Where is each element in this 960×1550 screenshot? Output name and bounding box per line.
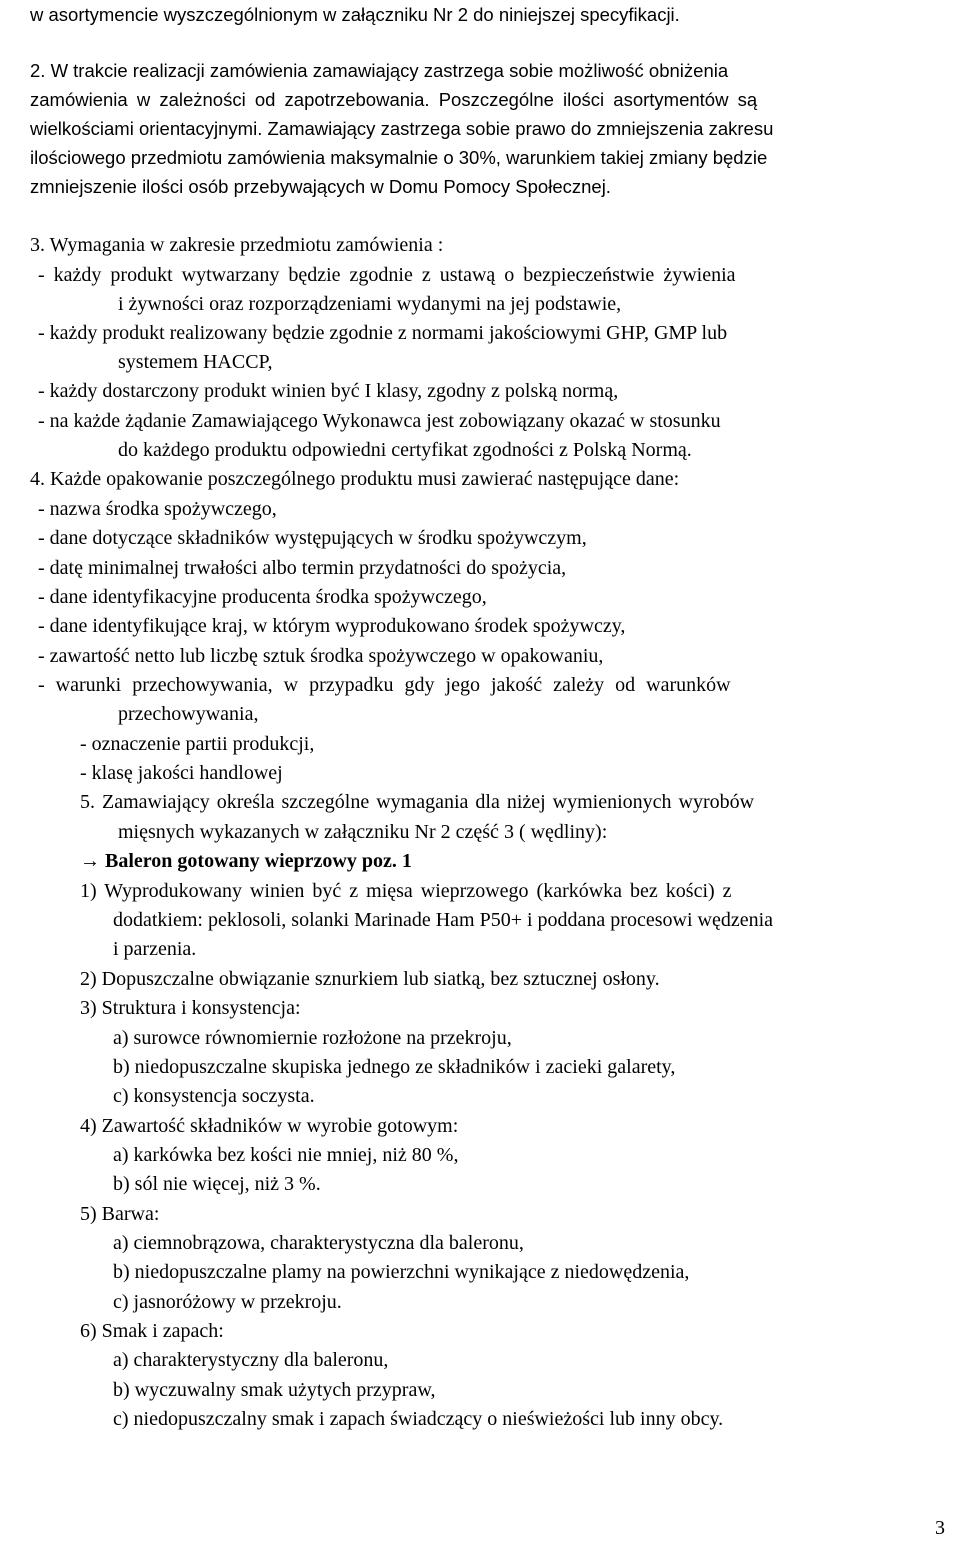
label-item-9: - klasę jakości handlowej bbox=[80, 762, 283, 784]
label-item-7b: przechowywania, bbox=[118, 703, 259, 725]
requirement-item-2a: - każdy produkt realizowany będzie zgodnie z normami jakościowymi GHP, GMP lub bbox=[38, 322, 728, 344]
spec-4: 4) Zawartość składników w wyrobie gotowym: bbox=[80, 1115, 459, 1137]
spec-1b: dodatkiem: peklosoli, solanki Marinade Ham P50+ i poddana procesowi wędzenia bbox=[113, 909, 774, 931]
section-3-heading: 3. Wymagania w zakresie przedmiotu zamówienia : bbox=[30, 234, 444, 256]
requirement-item-2b: systemem HACCP, bbox=[118, 351, 273, 373]
spec-1c: i parzenia. bbox=[113, 938, 197, 960]
section-2-line-4: ilościowego przedmiotu zamówienia maksymalnie o 30%, warunkiem takiej zmiany będzie bbox=[30, 147, 768, 168]
requirement-item-4a: - na każde żądanie Zamawiającego Wykonawca jest zobowiązany okazać w stosunku bbox=[38, 410, 721, 432]
spec-6c: c) niedopuszczalny smak i zapach świadczący o nieświeżości lub inny obcy. bbox=[113, 1408, 724, 1430]
section-5-line-2: mięsnych wykazanych w załączniku Nr 2 część 3 ( wędliny): bbox=[118, 821, 608, 843]
requirement-item-1b: i żywności oraz rozporządzeniami wydanymi na jej podstawie, bbox=[118, 293, 622, 315]
label-item-6: - zawartość netto lub liczbę sztuk środka spożywczego w opakowaniu, bbox=[38, 645, 604, 667]
continuation-line: w asortymencie wyszczególnionym w załączniku Nr 2 do niniejszej specyfikacji. bbox=[30, 4, 680, 25]
label-item-5: - dane identyfikujące kraj, w którym wyprodukowano środek spożywczy, bbox=[38, 615, 626, 637]
label-item-4: - dane identyfikacyjne producenta środka spożywczego, bbox=[38, 586, 487, 608]
spec-5b: b) niedopuszczalne plamy na powierzchni wynikające z niedowędzenia, bbox=[113, 1261, 690, 1283]
page-number: 3 bbox=[935, 1517, 945, 1539]
section-2-line-1 bbox=[30, 62, 960, 81]
section-2-text-1: 2. W trakcie realizacji zamówienia zamawiający zastrzega sobie możliwość obniżenia bbox=[30, 60, 729, 81]
spec-4b: b) sól nie więcej, niż 3 %. bbox=[113, 1173, 321, 1195]
section-5-line-1: 5. Zamawiający określa szczególne wymagania dla niżej wymienionych wyrobów bbox=[80, 791, 755, 813]
spec-3: 3) Struktura i konsystencja: bbox=[80, 997, 301, 1019]
spec-3a: a) surowce równomiernie rozłożone na przekroju, bbox=[113, 1027, 512, 1049]
spec-6a: a) charakterystyczny dla baleronu, bbox=[113, 1349, 389, 1371]
spec-5a: a) ciemnobrązowa, charakterystyczna dla baleronu, bbox=[113, 1232, 524, 1254]
spec-2: 2) Dopuszczalne obwiązanie sznurkiem lub siatką, bez sztucznej osłony. bbox=[80, 968, 660, 990]
spec-5: 5) Barwa: bbox=[80, 1203, 160, 1225]
label-item-2: - dane dotyczące składników występujących w środku spożywczym, bbox=[38, 527, 587, 549]
product-heading: → Baleron gotowany wieprzowy poz. 1 bbox=[80, 850, 412, 872]
requirement-item-4b: do każdego produktu odpowiedni certyfikat zgodności z Polską Normą. bbox=[118, 439, 692, 461]
requirement-item-3: - każdy dostarczony produkt winien być I klasy, zgodny z polską normą, bbox=[38, 380, 619, 402]
spec-5c: c) jasnoróżowy w przekroju. bbox=[113, 1291, 342, 1313]
label-item-1: - nazwa środka spożywczego, bbox=[38, 498, 277, 520]
spec-6: 6) Smak i zapach: bbox=[80, 1320, 224, 1342]
label-item-7a: - warunki przechowywania, w przypadku gdy jego jakość zależy od warunków bbox=[38, 674, 731, 696]
label-item-3: - datę minimalnej trwałości albo termin przydatności do spożycia, bbox=[38, 557, 567, 579]
section-2-line-2: zamówienia w zależności od zapotrzebowania. Poszczególne ilości asortymentów są bbox=[30, 89, 758, 110]
section-2-line-3: wielkościami orientacyjnymi. Zamawiający zastrzega sobie prawo do zmniejszenia zakresu bbox=[30, 118, 774, 139]
spec-6b: b) wyczuwalny smak użytych przypraw, bbox=[113, 1379, 436, 1401]
spec-3c: c) konsystencja soczysta. bbox=[113, 1085, 315, 1107]
section-4-heading: 4. Każde opakowanie poszczególnego produktu musi zawierać następujące dane: bbox=[30, 468, 680, 490]
requirement-item-1a: - każdy produkt wytwarzany będzie zgodnie z ustawą o bezpieczeństwie żywienia bbox=[38, 264, 736, 286]
section-2-line-5: zmniejszenie ilości osób przebywających w Domu Pomocy Społecznej. bbox=[30, 176, 611, 197]
spec-1a: 1) Wyprodukowany winien być z mięsa wieprzowego (karkówka bez kości) z bbox=[80, 880, 732, 902]
spec-3b: b) niedopuszczalne skupiska jednego ze składników i zacieki galarety, bbox=[113, 1056, 676, 1078]
label-item-8: - oznaczenie partii produkcji, bbox=[80, 733, 315, 755]
spec-4a: a) karkówka bez kości nie mniej, niż 80 %, bbox=[113, 1144, 459, 1166]
